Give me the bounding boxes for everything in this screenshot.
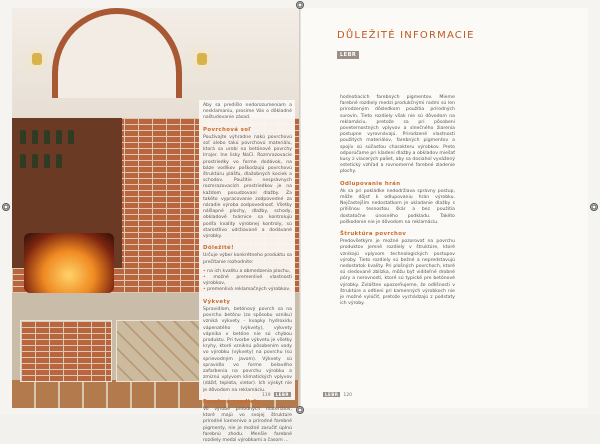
bottle-icon (20, 154, 26, 168)
body-paragraph: Spravidlom, betónový povrch sa na povrchu betónu (zo spôsobu vzniku) vzniká výkvety - kvapky hydroxidu vápenatého (výkvety), výkvety vápnika v betóne nie sú chybou produktu. Pri tvorbe výkvetu je všetky kryhy, ktoré vzniknú pôsobením vody vo výrobku (výkvety) na povrchu (sú sprievodným javom). Výkvety sú spravidla vo forme belavého zafarbenia na povrchu výrobku a zmiznú vplyvom klimatických vplyvov (dážď, teplota, vietor). Ich výskyt nie je dôvodom na reklamáciu. (203, 306, 292, 393)
bottle-icon (44, 154, 50, 168)
bottle-icon (68, 130, 74, 144)
body-paragraph: hodnotiacich farebných pigmentov. Mierne farebné rozdiely medzi produkčnými radmi sú len prirodzeným dôsledkom použitia prírodných surovín. Tieto rozdiely však nie sú dôvodom na reklamáciu, pretože sa pri pôsobení poveternostných vplyvov a slnečného žiarenia postupne vyrovnávajú. Prirodzené vlastnosti použitých materiálov, farebných pigmentov a spojív sú súčasťou charakteru výrobkov. Preto odporúčame pri kladení dlažby a obkladov miešať kusy z viacerých paliet, aby sa dosiahol vyvážený estetický vzhľad a rovnomerné farebné zladenie plochy. (340, 95, 455, 175)
left-page (12, 8, 299, 443)
right-text-column-a (340, 95, 455, 385)
section-heading: Štruktúra povrchov (340, 231, 407, 238)
bottle-icon (56, 154, 62, 168)
bottle-icon (32, 154, 38, 168)
bottle-icon (20, 130, 26, 144)
list-item: • možné premenlivé vlastnosti výrobkov, (203, 275, 292, 287)
page-title-block (337, 30, 475, 60)
body-paragraph: Vo výrobe prírodných materiálov, ktoré majú vo svojej štruktúre prírodné kamenivo a prírodné farebné pigmenty, nie je možné zaručiť úplnú farebnú zhodu. Menšie farebné rozdiely medzi výrobkami a časom ... (203, 406, 292, 443)
body-paragraph: Používajte výhradne nakú povrchovú soľ alebo takú povrchovú materiálu, ktorá sa urobí na betónové povrchy Irrajer. Ine lisky NaCl. Rozmrazovacie prostriedky vo forme dodávok, na báze vodíkov poškodzujú povrchovú štruktúru plášťu, dlažobných kociek a schodov. Použitie nesprávnych rozmrazovacích prostriedkov je na každom posudzovaní dlažby. Za takéto vypracovanie zodpovedné za náradie výroba zodpovednosť. Všetky nášlapné plochy, dlažby, schody, obkladové tvárnice sa kontrolujú podľa kvality výrobnej kontroly, sú starostlivo udržiavané a dodávané výrobky. (203, 134, 292, 240)
list-item: • premenlivá reklamačných výrobkov. (203, 287, 292, 293)
wall-sconce-icon (197, 53, 207, 65)
photo-fireplace (24, 233, 114, 293)
bottle-icon (44, 130, 50, 144)
body-paragraph: Predovšetkým je možné pozorovať na povrchu produktov jemné rozdiely v štruktúre, ktoré vznikajú vplyvom technologických postupov výroby. Tieto rozdiely sú bežné a nepredstavujú nedostatok kvality. Pri plošných povrchoch, ktoré sú sledované zblízka, môžu byť viditeľné drobné póry a nerovnosti, ktoré sú typické pre betónové výrobky. Zvláštne upozorňujeme, že odlišnosti v štruktúre a odtieni pri kamenných výrobkoch nie je možné vylúčiť, pretože vychádzajú z podstaty ich výroby. (340, 239, 455, 307)
right-folio (323, 392, 352, 398)
section-heading: Odlupovanie hrán (340, 180, 401, 187)
section-heading: Výkvety (203, 298, 231, 305)
registration-mark-icon (590, 203, 598, 211)
page-number: 120 (343, 393, 353, 398)
left-folio (262, 392, 291, 398)
left-text-column (199, 100, 295, 443)
page-title: DŮLEŽITÉ INFORMACIE (337, 30, 475, 41)
folio-logo: LEBR (325, 392, 339, 397)
bottle-icon (56, 130, 62, 144)
registration-mark-icon (2, 203, 10, 211)
intro-paragraph: Aby sa predišlo nedorozumeniam a nesklamaniu, prosíme Vás o dôkladné naštudovanie zásad. (203, 103, 292, 121)
photo-thumbnail-bricks (20, 320, 112, 382)
registration-mark-icon (296, 406, 304, 414)
body-paragraph: Ak sa pri pokládke nedodržiava správny postup, môže dôjsť k odlupovaniu hrán výrobku. Nejčastejším nedostatkom je ukladanie dlažby s prílišnou tesnosťou škár a bez použitia dostatočne únosného podkladu. Takéto poškodenie nie je dôvodom na reklamáciu. (340, 188, 455, 225)
bullet-list (203, 269, 292, 294)
body-paragraph: Určuje výber konkrétneho produktu sa prečítanie rozhodnite: (203, 253, 292, 265)
registration-mark-icon (296, 1, 304, 9)
section-heading: Dôležité! (203, 245, 234, 252)
wall-sconce-icon (32, 53, 42, 65)
section-heading: Farebné rozdiely (203, 398, 261, 405)
brand-logo: LEBR (337, 51, 359, 59)
section-heading: Povrchová soľ (203, 126, 252, 133)
page-number: 119 (262, 393, 271, 398)
bottle-icon (32, 130, 38, 144)
folio-logo: LEBR (275, 392, 290, 397)
photo-thumbnail-paving (116, 320, 208, 382)
list-item: • na ich kvalitu a obmedzenia plochu, (203, 269, 292, 275)
